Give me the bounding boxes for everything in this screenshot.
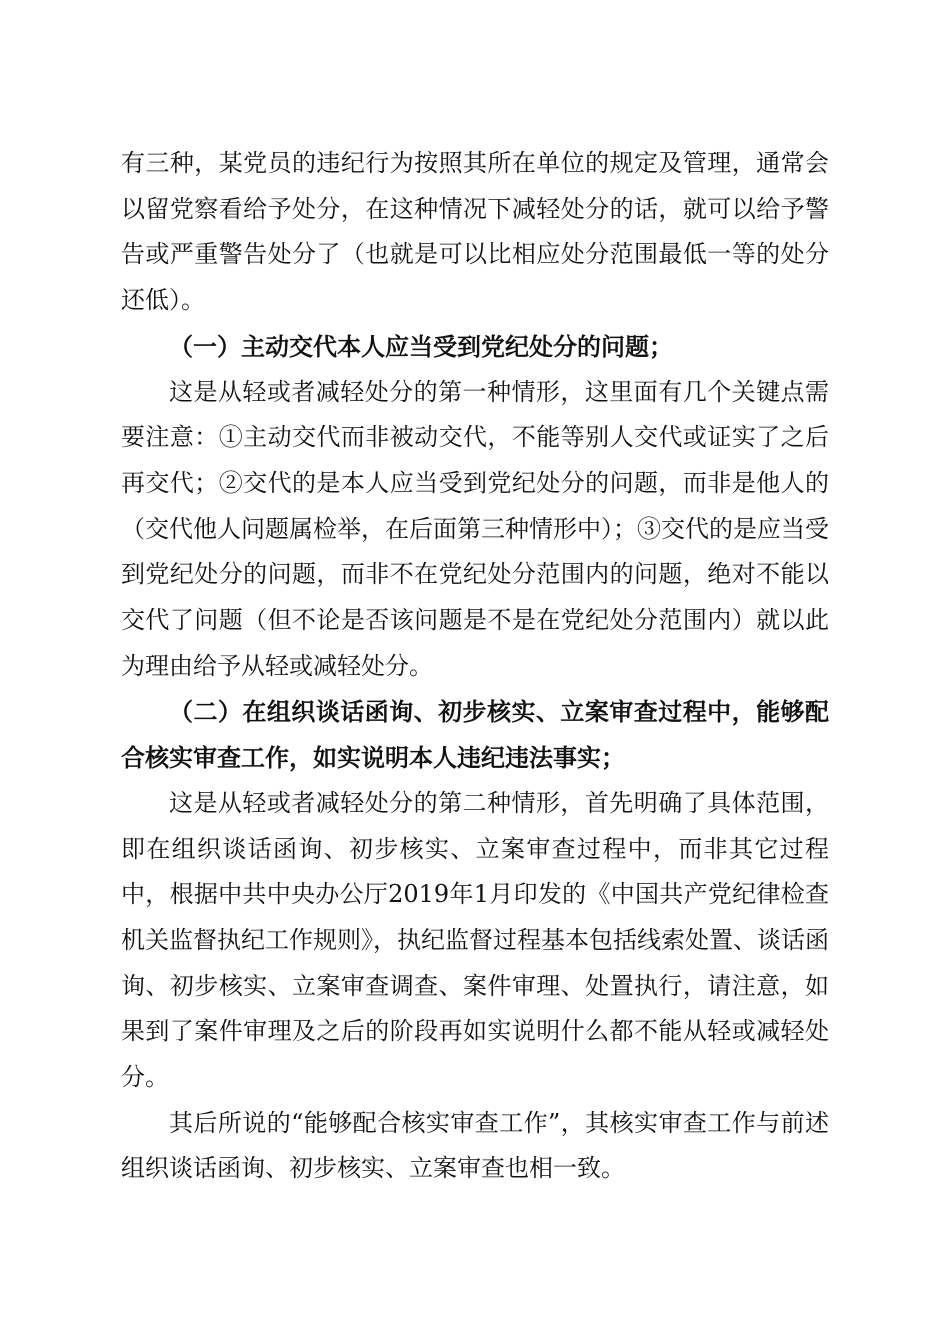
paragraph-section-1-explanation: 这是从轻或者减轻处分的第一种情形，这里面有几个关键点需要注意：①主动交代而非被动交代，不能等别人交代或证实了之后再交代；②交代的是本人应当受到党纪处分的问题，而非是他人的（交代他人问题属检举，在后面第三种情形中）；③交代的是应当受到党纪处分的问题，而非不在党纪处分范围内的问题，绝对不能以交代了问题（但不论是否该问题是不是在党纪处分范围内）就以此为理由给予从轻或减轻处分。 <box>121 377 829 680</box>
paragraph-section-2-followup: 其后所说的“能够配合核实审查工作”，其核实审查工作与前述组织谈话函询、初步核实、立案审查也相一致。 <box>121 1108 829 1183</box>
paragraph-continued-intro: 有三种，某党员的违纪行为按照其所在单位的规定及管理，通常会以留党察看给予处分，在这种情况下减轻处分的话，就可以给予警告或严重警告处分了（也就是可以比相应处分范围最低一等的处分还低）。 <box>121 149 829 315</box>
paragraph-section-2-explanation: 这是从轻或者减轻处分的第二种情形，首先明确了具体范围，即在组织谈话函询、初步核实、立案审查过程中，而非其它过程中，根据中共中央办公厅2019年1月印发的《中国共产党纪律检查机关监督执纪工作规则》，执纪监督过程基本包括线索处置、谈话函询、初步核实、立案审查调查、案件审理、处置执行，请注意，如果到了案件审理及之后的阶段再如实说明什么都不能从轻或减轻处分。 <box>121 788 829 1092</box>
document-body <box>121 141 829 1192</box>
section-heading-2: （二）在组织谈话函询、初步核实、立案审查过程中，能够配合核实审查工作，如实说明本人违纪违法事实； <box>121 697 829 773</box>
section-heading-1: （一）主动交代本人应当受到党纪处分的问题； <box>169 331 673 361</box>
